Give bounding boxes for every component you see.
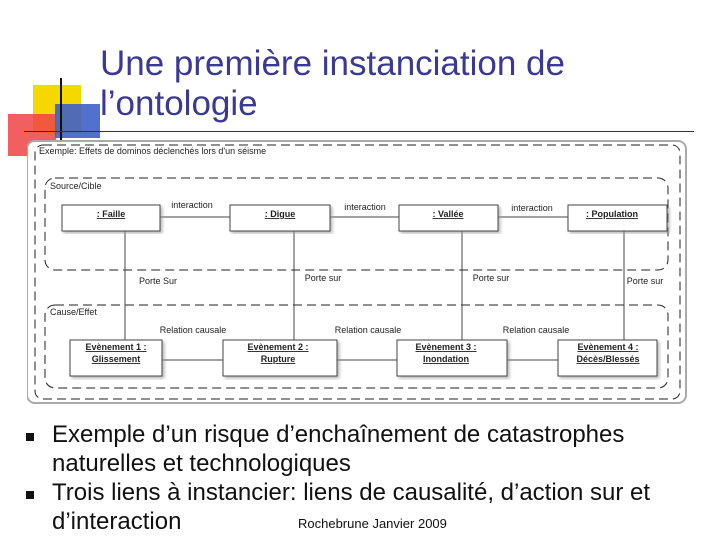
decor-horizontal-line <box>24 131 694 132</box>
causal-label-1: Relation causale <box>159 325 227 335</box>
source-cible-label: Source/Cible <box>50 181 102 191</box>
slide-title-line-1: Une première instanciation de <box>100 44 565 83</box>
target-label-population: : Population <box>586 209 638 219</box>
cause-effet-label: Cause/Effet <box>50 307 97 317</box>
porte-sur-label-3: Porte sur <box>472 273 510 283</box>
slide-title-line-2: l’ontologie <box>100 84 258 123</box>
bullet-text-1: Exemple d’un risque d’enchaînement de catastrophes naturelles et technologiques <box>52 421 625 477</box>
event-1-title: Evènement 1 : <box>85 342 147 352</box>
target-label-vallee: : Vallée <box>432 209 464 219</box>
interaction-label-3: interaction <box>511 203 553 213</box>
event-2-name: Rupture <box>260 354 296 364</box>
event-2-title: Evènement 2 : <box>247 342 309 352</box>
event-3-name: Inondation <box>423 354 469 364</box>
interaction-label-1: interaction <box>171 200 213 210</box>
slide-title <box>100 44 700 124</box>
causal-label-3: Relation causale <box>502 325 570 335</box>
target-label-faille: : Faille <box>96 209 126 219</box>
porte-sur-label-4: Porte sur <box>626 276 664 286</box>
causal-label-2: Relation causale <box>334 325 402 335</box>
target-label-digue: : Digue <box>264 209 296 219</box>
event-4-name: Décès/Blessés <box>576 354 640 364</box>
bullet-square-icon <box>26 491 34 499</box>
outer-frame-label: Exemple: Effets de dominos déclenchés lors d'un séisme <box>39 146 267 156</box>
bullet-text-2: Trois liens à instancier: liens de causalité, d’action sur et d’interaction <box>52 479 651 535</box>
ontology-diagram <box>27 140 688 405</box>
event-4-title: Evènement 4 : <box>577 342 639 352</box>
bullet-square-icon <box>26 433 34 441</box>
interaction-label-2: interaction <box>344 202 386 212</box>
bullet-item-1 <box>22 420 712 478</box>
footer-text: Rochebrune Janvier 2009 <box>298 516 447 531</box>
event-1-name: Glissement <box>91 354 141 364</box>
event-3-title: Evènement 3 : <box>415 342 477 352</box>
porte-sur-label-2: Porte sur <box>304 273 342 283</box>
porte-sur-label-1: Porte Sur <box>138 276 178 286</box>
